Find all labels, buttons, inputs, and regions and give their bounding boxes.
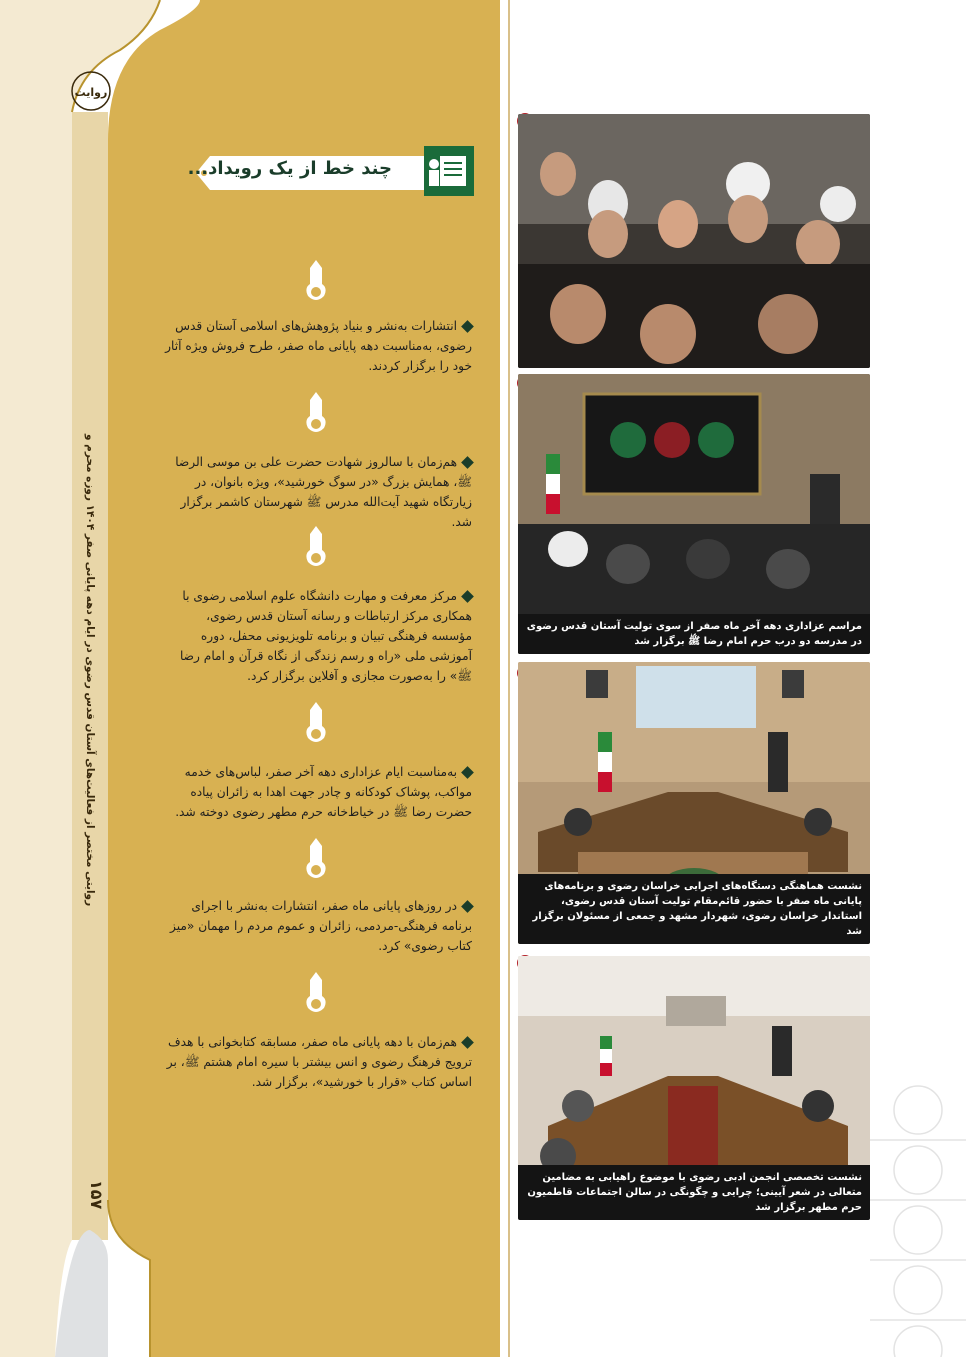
photo-mourning-ceremony <box>518 374 870 654</box>
news-item: در روزهای پایانی ماه صفر، انتشارات به‌نشر با اجرای برنامه فرهنگی-مردمی، زائران و عموم مردم را مهمان «میز کتاب رضوی» کرد. <box>169 899 472 953</box>
hand-emblem-icon <box>302 390 330 438</box>
photo-literary-session <box>518 956 870 1220</box>
hand-emblem-icon <box>302 524 330 572</box>
page-number: ۱۵۷ <box>87 1180 106 1210</box>
section-heading <box>187 146 480 202</box>
bullet-icon <box>461 590 474 603</box>
news-item: انتشارات به‌نشر و بنیاد پژوهش‌های اسلامی آستان قدس رضوی، به‌مناسبت دهه پایانی ماه صفر، طرح فروش ویژه آثار خود را برگزار کردند. <box>165 319 472 373</box>
photo-caption: نشست تخصصی انجمن ادبی رضوی با موضوع راهیابی به مضامین متعالی در شعر آیینی؛ چرایی و چگونگی در سالن اجتماعات قاطمیون حرم مطهر برگزار شد <box>518 1165 870 1220</box>
arabesque-pattern <box>870 1080 966 1357</box>
hand-emblem-icon <box>302 836 330 884</box>
photo-caption: نشست هماهنگی دستگاه‌های اجرایی خراسان رضوی و برنامه‌های پایانی ماه صفر با حضور قائم‌مقام تولیت آستان قدس رضوی، استاندار خراسان رضوی، شهردار مشهد و جمعی از مسئولان برگزار شد <box>518 874 870 944</box>
photo-image <box>518 374 870 654</box>
news-item: مرکز معرفت و مهارت دانشگاه علوم اسلامی رضوی با همکاری مرکز ارتباطات و رسانه آستان قدس رضوی، مؤسسه فرهنگی تبیان و برنامه تلویزیونی محفل، دوره آموزشی ملی «راه و رسم زندگی از نگاه قرآن و امام رضا ﷺ» را به‌صورت مجازی و آفلاین برگزار کرد. <box>179 589 472 683</box>
bullet-icon <box>461 766 474 779</box>
news-item: هم‌زمان با سالروز شهادت حضرت علی بن موسی الرضا ﷺ، همایش بزرگ «در سوگ خورشید»، ویژه بانوان، در زیارتگاه شهید آیت‌الله مدرس ﷺ شهرستان کاشمر برگزار شد. <box>175 455 472 529</box>
document-icon <box>424 146 474 196</box>
bullet-icon <box>461 900 474 913</box>
hand-emblem-icon <box>302 970 330 1018</box>
magazine-logo <box>70 70 112 112</box>
news-item: هم‌زمان با دهه پایانی ماه صفر، مسابقه کتابخوانی با هدف ترویج فرهنگ رضوی و انس بیشتر با سیره امام هشتم ﷺ، بر اساس کتاب «قرار با خورشید»، برگزار شد. <box>166 1035 472 1089</box>
photo-image <box>518 114 870 368</box>
page-title: چند خط از یک رویداد... <box>187 158 392 179</box>
hand-emblem-icon <box>302 700 330 748</box>
photo-caption: مراسم عزاداری دهه آخر ماه صفر از سوی تولیت آستان قدس رضوی در مدرسه دو درب حرم امام رضا ﷺ برگزار شد <box>518 614 870 654</box>
bullet-icon <box>461 1036 474 1049</box>
bullet-icon <box>461 456 474 469</box>
photo-mourning-gathering <box>518 114 870 368</box>
svg-text:روایت: روایت <box>74 86 108 99</box>
sidebar-vertical-text: روایتی مختصر از فعالیت‌های آستان قدس رضوی در ایام دهه پایانی صفر ۱۴۰۴ روزه محرم و <box>84 433 96 907</box>
photo-coordination-meeting <box>518 662 870 944</box>
news-item: به‌مناسبت ایام عزاداری دهه آخر صفر، لباس‌های خدمه مواکب، پوشاک کودکانه و چادر جهت اهدا به زائران پیاده حضرت رضا ﷺ در خیاط‌خانه حرم مطهر رضوی دوخته شد. <box>175 765 472 819</box>
hand-emblem-icon <box>302 258 330 306</box>
bullet-icon <box>461 320 474 333</box>
ornament-line <box>508 0 510 1357</box>
